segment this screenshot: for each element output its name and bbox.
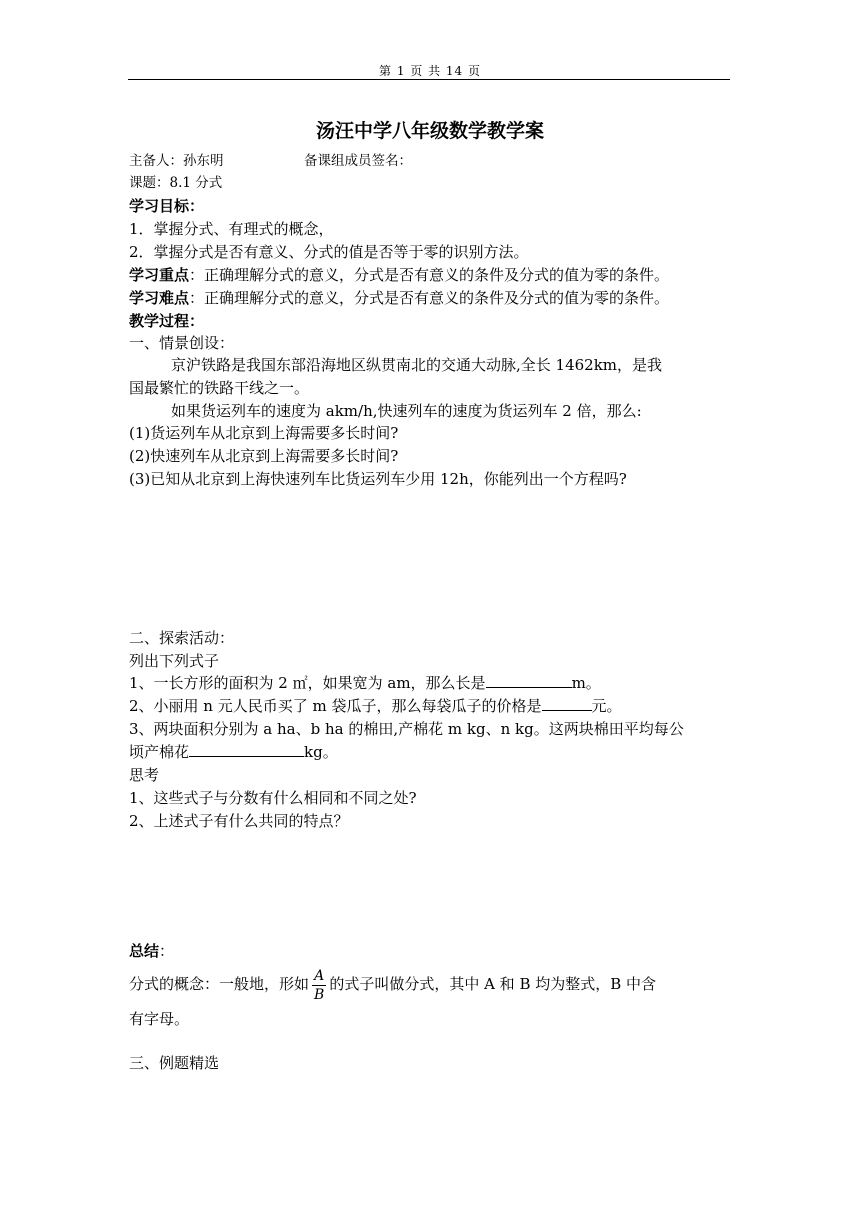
difficulty: [129, 287, 669, 309]
process-heading: 教学过程：: [129, 312, 205, 330]
fraction-definition: 分式的概念：一般地，形如 $\frac{A}{B}$ 的式子叫做分式，其中 A 和 B 均为整式，B 中含: [129, 967, 657, 1003]
difficulty-text: ：正确理解分式的意义，分式是否有意义的条件及分式的值为零的条件。: [189, 289, 670, 307]
think-item: 1、这些式子与分数有什么相同和不同之处?: [129, 789, 417, 807]
explore-heading: 二、探索活动：: [129, 629, 235, 647]
explore-question: 顷产棉花 kg。: [129, 743, 338, 761]
lesson-topic: 课题：8.1 分式: [129, 175, 223, 191]
objective-item: 2．掌握分式是否有意义、分式的值是否等于零的识别方法。: [129, 243, 529, 261]
preparer: 主备人：孙东明: [129, 153, 224, 169]
objectives-heading: 学习目标：: [129, 197, 205, 215]
examples-heading: 三、例题精选: [129, 1054, 220, 1072]
explore-subheading: 列出下列式子: [129, 652, 220, 670]
explore-question: 1、一长方形的面积为 2 ㎡，如果宽为 am，那么长是 m。: [129, 674, 601, 692]
signature-field: 备课组成员签名：: [304, 153, 412, 169]
answer-blank[interactable]: [189, 742, 304, 757]
difficulty-label: 学习难点: [129, 289, 190, 307]
header-rule: [128, 79, 730, 80]
key-point-text: ：正确理解分式的意义，分式是否有意义的条件及分式的值为零的条件。: [189, 266, 670, 284]
summary-heading: 总结：: [129, 942, 175, 960]
key-point-label: 学习重点: [129, 266, 190, 284]
scenario-question: (3)已知从北京到上海快速列车比货运列车少用 12h，你能列出一个方程吗?: [129, 470, 627, 488]
answer-blank[interactable]: [486, 673, 572, 688]
scenario-question: (2)快速列车从北京到上海需要多长时间?: [129, 447, 399, 465]
key-point: [129, 264, 669, 286]
fraction-definition-cont: 有字母。: [129, 1010, 190, 1028]
answer-blank[interactable]: [542, 696, 592, 711]
scenario-question: (1)货运列车从北京到上海需要多长时间?: [129, 424, 399, 442]
think-item: 2、上述式子有什么共同的特点？: [129, 812, 349, 830]
scenario-heading: 一、情景创设：: [129, 334, 235, 352]
document-title: 汤汪中学八年级数学教学案: [315, 120, 544, 142]
think-heading: 思考: [129, 766, 160, 784]
scenario-paragraph: 国最繁忙的铁路干线之一。: [129, 379, 310, 397]
page-header: 第 1 页 共 14 页: [379, 64, 481, 78]
fraction-a-over-b: $\frac{A}{B}$: [314, 967, 325, 1003]
explore-question: 2、小丽用 n 元人民币买了 m 袋瓜子，那么每袋瓜子的价格是 元。: [129, 697, 622, 715]
explore-question: 3、两块面积分别为 a ha、b ha 的棉田,产棉花 m kg、n kg。这两块棉田平均每公: [129, 720, 684, 738]
objective-item: 1．掌握分式、有理式的概念，: [129, 220, 334, 238]
scenario-paragraph: 京沪铁路是我国东部沿海地区纵贯南北的交通大动脉,全长 1462km，是我: [171, 356, 663, 374]
scenario-paragraph: 如果货运列车的速度为 akm/h,快速列车的速度为货运列车 2 倍，那么:: [171, 402, 642, 420]
